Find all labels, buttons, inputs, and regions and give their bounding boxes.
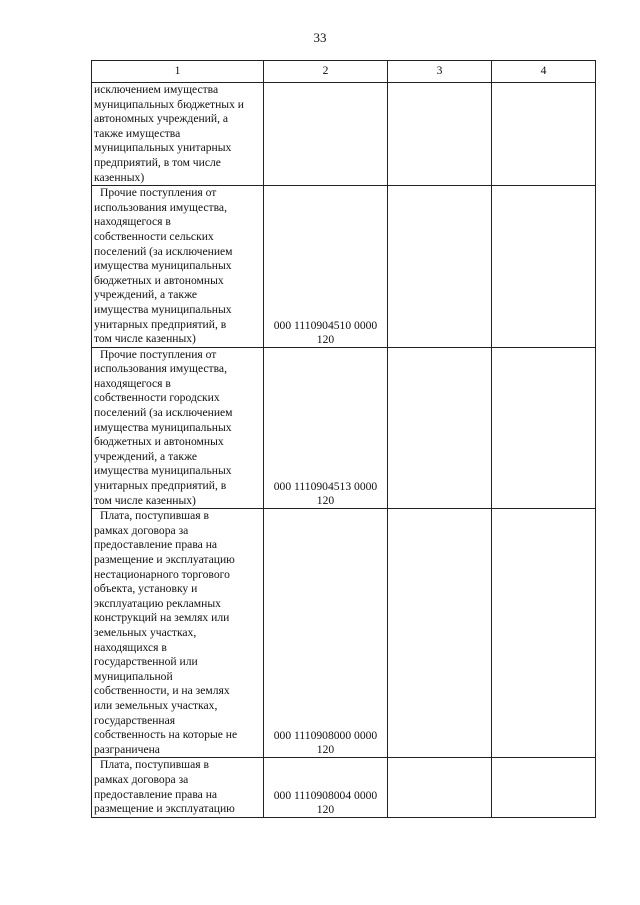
table-row [92, 83, 596, 186]
row-name-line: имущества муниципальных [94, 420, 232, 434]
row-col4-cell [492, 83, 596, 186]
row-name-line: находящегося в [94, 215, 171, 229]
row-name-line: рамках договора за [94, 523, 189, 537]
row-name-line: находящихся в [94, 640, 167, 654]
row-name-line: предоставление права на [94, 787, 218, 801]
row-code-cell [264, 83, 388, 186]
row-col3-cell [388, 347, 492, 509]
row-code-line: 000 1110908000 0000 [273, 729, 378, 743]
row-name-line: собственности городских [94, 391, 220, 405]
row-name-line: Плата, поступившая в [100, 758, 209, 772]
row-name-line: унитарных предприятий, в [94, 317, 227, 331]
row-name-line: также имущества [94, 126, 181, 140]
row-code-line: 120 [316, 743, 335, 757]
row-name-cell [92, 186, 264, 348]
header-row [92, 61, 596, 83]
row-name-line: государственной или [94, 655, 198, 669]
row-name-line: муниципальной [94, 669, 173, 683]
row-name-line: казенных) [94, 170, 145, 184]
row-name-line: автономных учреждений, а [94, 112, 229, 126]
row-name-cell [92, 758, 264, 817]
row-name-line: муниципальных бюджетных и [94, 97, 244, 111]
row-name-line: поселений (за исключением [94, 406, 233, 420]
budget-table [91, 60, 596, 818]
row-name-line: муниципальных унитарных [94, 141, 232, 155]
row-name-line: унитарных предприятий, в [94, 479, 227, 493]
row-name-line: исключением имущества [94, 83, 219, 96]
row-col4-cell [492, 347, 596, 509]
row-code-line: 120 [316, 332, 335, 346]
row-name-line: использования имущества, [94, 200, 227, 214]
header-col-3: 3 [388, 61, 492, 83]
table-body [92, 83, 596, 818]
row-name-line: государственная [94, 713, 176, 727]
row-name-line: Прочие поступления от [100, 186, 217, 200]
row-name-line: имущества муниципальных [94, 259, 232, 273]
row-code-line: 000 1110908004 0000 [273, 788, 378, 802]
row-code-line: 120 [316, 494, 335, 508]
row-name-cell [92, 347, 264, 509]
row-code-cell [264, 758, 388, 817]
row-name-line: том числе казенных) [94, 332, 196, 346]
row-col4-cell [492, 186, 596, 348]
row-code-cell [264, 186, 388, 348]
row-col3-cell [388, 509, 492, 758]
row-name-line: находящегося в [94, 376, 171, 390]
row-col4-cell [492, 758, 596, 817]
row-name-line: учреждений, а также [94, 449, 198, 463]
row-col4-cell [492, 509, 596, 758]
row-name-cell [92, 83, 264, 186]
row-code-line: 120 [316, 802, 335, 816]
row-name-line: Прочие поступления от [100, 347, 217, 361]
table-row [92, 758, 596, 817]
row-name-line: размещение и эксплуатацию [94, 802, 235, 816]
row-code-line: 000 1110904513 0000 [273, 480, 378, 494]
row-name-line: собственность на которые не [94, 728, 238, 742]
row-col3-cell [388, 758, 492, 817]
row-name-line: собственности, и на землях [94, 684, 230, 698]
row-code-cell [264, 509, 388, 758]
row-name-line: эксплуатацию рекламных [94, 596, 221, 610]
row-col3-cell [388, 83, 492, 186]
row-name-line: собственности сельских [94, 229, 214, 243]
row-name-line: учреждений, а также [94, 288, 198, 302]
row-name-line: использования имущества, [94, 362, 227, 376]
row-name-line: размещение и эксплуатацию [94, 553, 235, 566]
row-name-line: объекта, установку и [94, 582, 198, 596]
table-row [92, 347, 596, 509]
row-name-cell [92, 509, 264, 758]
row-name-line: разграничена [94, 742, 160, 756]
row-col3-cell [388, 186, 492, 348]
row-name-line: бюджетных и автономных [94, 435, 224, 449]
row-name-line: нестационарного торгового [94, 567, 230, 581]
row-name-line: имущества муниципальных [94, 302, 232, 316]
row-code-cell [264, 347, 388, 509]
header-col-2: 2 [264, 61, 388, 83]
row-name-line: рамках договора за [94, 772, 189, 786]
row-name-line: поселений (за исключением [94, 244, 233, 258]
row-name-line: Плата, поступившая в [100, 509, 209, 523]
row-name-line: имущества муниципальных [94, 464, 232, 478]
row-name-line: земельных участках, [94, 625, 197, 639]
row-name-line: конструкций на землях или [94, 611, 230, 625]
table-row [92, 186, 596, 348]
header-col-4: 4 [492, 61, 596, 83]
row-name-line: бюджетных и автономных [94, 273, 224, 287]
row-name-line: предприятий, в том числе [94, 155, 221, 169]
header-col-1: 1 [92, 61, 264, 83]
row-code-line: 000 1110904510 0000 [273, 318, 378, 332]
row-name-line: том числе казенных) [94, 493, 196, 507]
row-name-line: или земельных участках, [94, 698, 218, 712]
table-row [92, 509, 596, 758]
page-number: 33 [313, 30, 327, 45]
row-name-line: предоставление права на [94, 538, 218, 552]
